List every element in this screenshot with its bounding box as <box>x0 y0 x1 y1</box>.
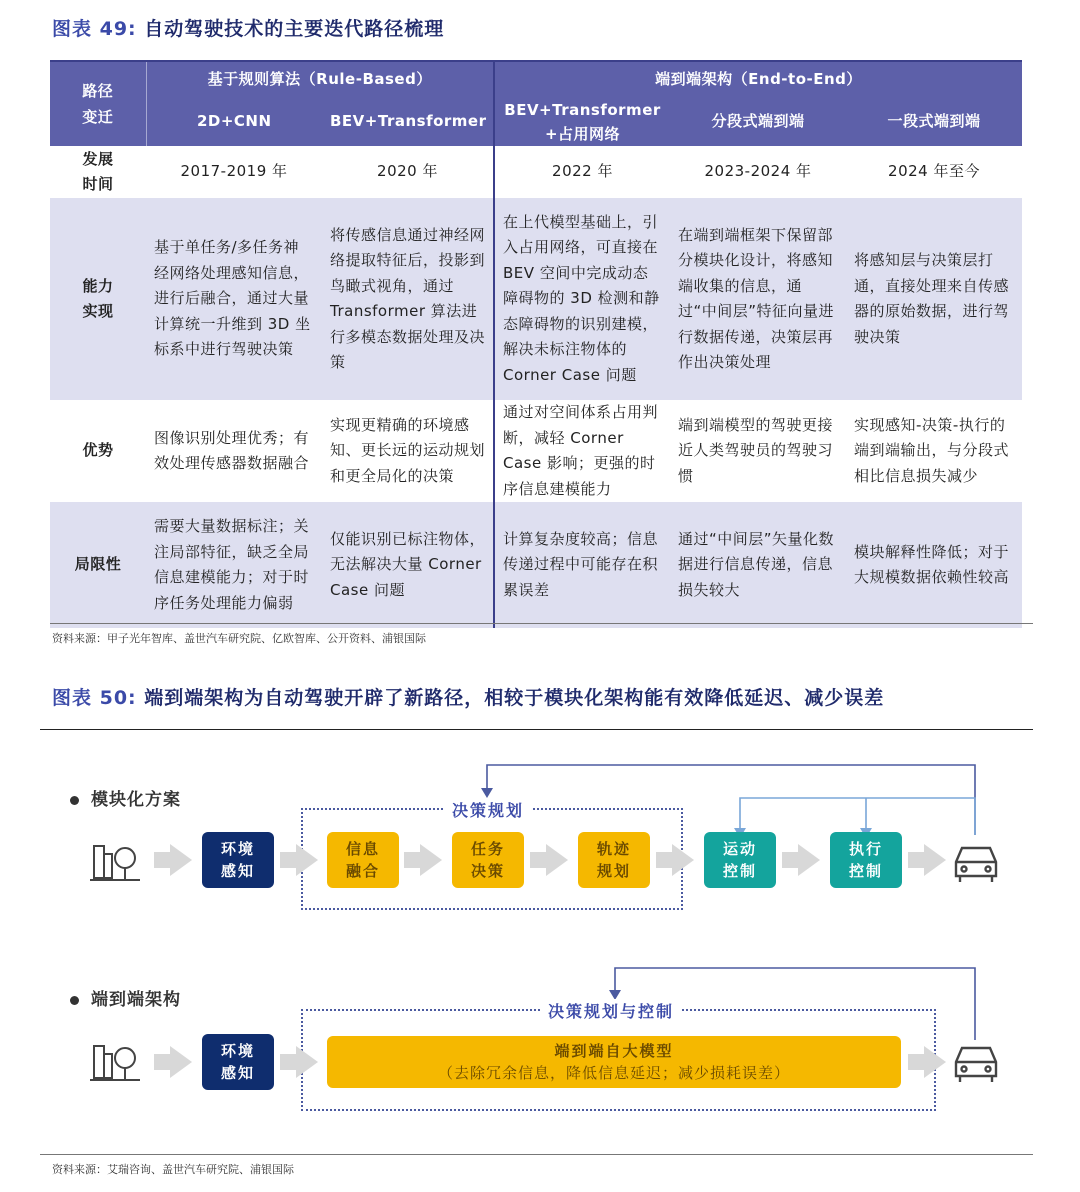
flow-chevron <box>296 844 318 876</box>
header-col-one-stage-e2e: 一段式端到端 <box>846 98 1022 146</box>
flow-chevron <box>546 844 568 876</box>
flow-chevron <box>296 1046 318 1078</box>
limitation-cell: 通过“中间层”矢量化数据进行信息传递，信息损失较大 <box>670 502 846 628</box>
modular-label-text: 模块化方案 <box>91 790 181 810</box>
time-cell: 2024 年至今 <box>846 146 1022 198</box>
ability-cell: 在端到端框架下保留部分模块化设计，将感知端收集的信息，通过“中间层”特征向量进行数据传递，决策层再作出决策处理 <box>670 198 846 400</box>
header-path-line1: 路径 <box>82 82 114 100</box>
advantage-cell: 图像识别处理优秀；有效处理传感器数据融合 <box>146 400 322 502</box>
car-icon <box>956 848 996 882</box>
flow-chevron <box>170 1046 192 1078</box>
header-end-to-end: 端到端架构（End-to-End） <box>494 61 1022 98</box>
e2e-label-text: 端到端架构 <box>91 990 181 1010</box>
header-col-segmented-e2e: 分段式端到端 <box>670 98 846 146</box>
time-cell: 2022 年 <box>494 146 670 198</box>
e2e-model-title: 端到端自大模型 <box>554 1042 674 1060</box>
fig50-bottom-rule <box>40 1154 1033 1155</box>
fig50-title-text: 端到端架构为自动驾驶开辟了新路径，相较于模块化架构能有效降低延迟、减少误差 <box>144 687 885 709</box>
row-label-time: 发展 时间 <box>50 146 146 198</box>
execution-control-box: 执行 控制 <box>830 832 902 888</box>
row-label-ability: 能力 实现 <box>50 198 146 400</box>
time-cell: 2023-2024 年 <box>670 146 846 198</box>
e2e-model-subtitle: （去除冗余信息，降低信息延迟；减少损耗误差） <box>437 1064 790 1082</box>
decision-planning-title: 决策规划 <box>444 798 532 821</box>
header-col-2dcnn: 2D+CNN <box>146 98 322 146</box>
fig50-number: 图表 50: <box>52 687 137 709</box>
info-fusion-box: 信息 融合 <box>327 832 399 888</box>
ability-cell: 将感知层与决策层打通，直接处理来自传感器的原始数据，进行驾驶决策 <box>846 198 1022 400</box>
e2e-label <box>70 985 181 1010</box>
fig49-title-text: 自动驾驶技术的主要迭代路径梳理 <box>144 18 445 40</box>
advantage-cell: 端到端模型的驾驶更接近人类驾驶员的驾驶习惯 <box>670 400 846 502</box>
city-icon <box>90 846 140 880</box>
limitation-cell: 计算复杂度较高；信息传递过程中可能存在积累误差 <box>494 502 670 628</box>
header-col-bev-occupancy: BEV+Transformer +占用网络 <box>494 98 670 146</box>
flow-chevron <box>924 844 946 876</box>
e2e-model-box <box>327 1036 901 1088</box>
ability-cell: 基于单任务/多任务神经网络处理感知信息，进行后融合，通过大量计算统一升维到 3D 坐标系中进行驾驶决策 <box>146 198 322 400</box>
fig49-number: 图表 49: <box>52 18 137 40</box>
header-path-line2: 变迁 <box>82 108 114 126</box>
header-rule-based: 基于规则算法（Rule-Based） <box>146 61 494 98</box>
ability-cell: 在上代模型基础上，引入占用网络，可直接在 BEV 空间中完成动态障碍物的 3D 检测和静态障碍物的识别建模，解决未标注物体的 Corner Case 问题 <box>494 198 670 400</box>
flow-chevron <box>420 844 442 876</box>
limitation-cell: 仅能识别已标注物体，无法解决大量 Corner Case 问题 <box>322 502 494 628</box>
row-label-limitation: 局限性 <box>50 502 146 628</box>
flow-chevron <box>170 844 192 876</box>
trajectory-planning-box: 轨迹 规划 <box>578 832 650 888</box>
row-label-advantage: 优势 <box>50 400 146 502</box>
e2e-env-perception-box: 环境 感知 <box>202 1034 274 1090</box>
fig49-source: 资料来源：甲子光年智库、盖世汽车研究院、亿欧智库、公开资料、浦银国际 <box>52 632 426 645</box>
modular-feedback-arrowhead <box>481 788 493 798</box>
bullet-dot <box>70 996 79 1005</box>
modular-label <box>70 785 181 810</box>
env-perception-box: 环境 感知 <box>202 832 274 888</box>
bullet-dot <box>70 796 79 805</box>
fig50-source: 资料来源：艾瑞咨询、盖世汽车研究院、浦银国际 <box>52 1163 294 1176</box>
header-col-bev-transformer: BEV+Transformer <box>322 98 494 146</box>
car-icon <box>956 1048 996 1082</box>
time-cell: 2020 年 <box>322 146 494 198</box>
flow-chevron <box>672 844 694 876</box>
advantage-cell: 通过对空间体系占用判断，减轻 Corner Case 影响；更强的时序信息建模能力 <box>494 400 670 502</box>
city-icon <box>90 1046 140 1080</box>
limitation-cell: 模块解释性降低；对于大规模数据依赖性较高 <box>846 502 1022 628</box>
time-cell: 2017-2019 年 <box>146 146 322 198</box>
advantage-cell: 实现更精确的环境感知、更长远的运动规划和更全局化的决策 <box>322 400 494 502</box>
motion-control-box: 运动 控制 <box>704 832 776 888</box>
decision-control-title: 决策规划与控制 <box>540 999 682 1022</box>
flow-chevron <box>924 1046 946 1078</box>
task-decision-box: 任务 决策 <box>452 832 524 888</box>
advantage-cell: 实现感知-决策-执行的端到端输出，与分段式相比信息损失减少 <box>846 400 1022 502</box>
limitation-cell: 需要大量数据标注；关注局部特征，缺乏全局信息建模能力；对于时序任务处理能力偏弱 <box>146 502 322 628</box>
flow-chevron <box>798 844 820 876</box>
ability-cell: 将传感信息通过神经网络提取特征后，投影到鸟瞰式视角，通过 Transformer 算法进行多模态数据处理及决策 <box>322 198 494 400</box>
control-feedback-arrow <box>740 798 975 835</box>
